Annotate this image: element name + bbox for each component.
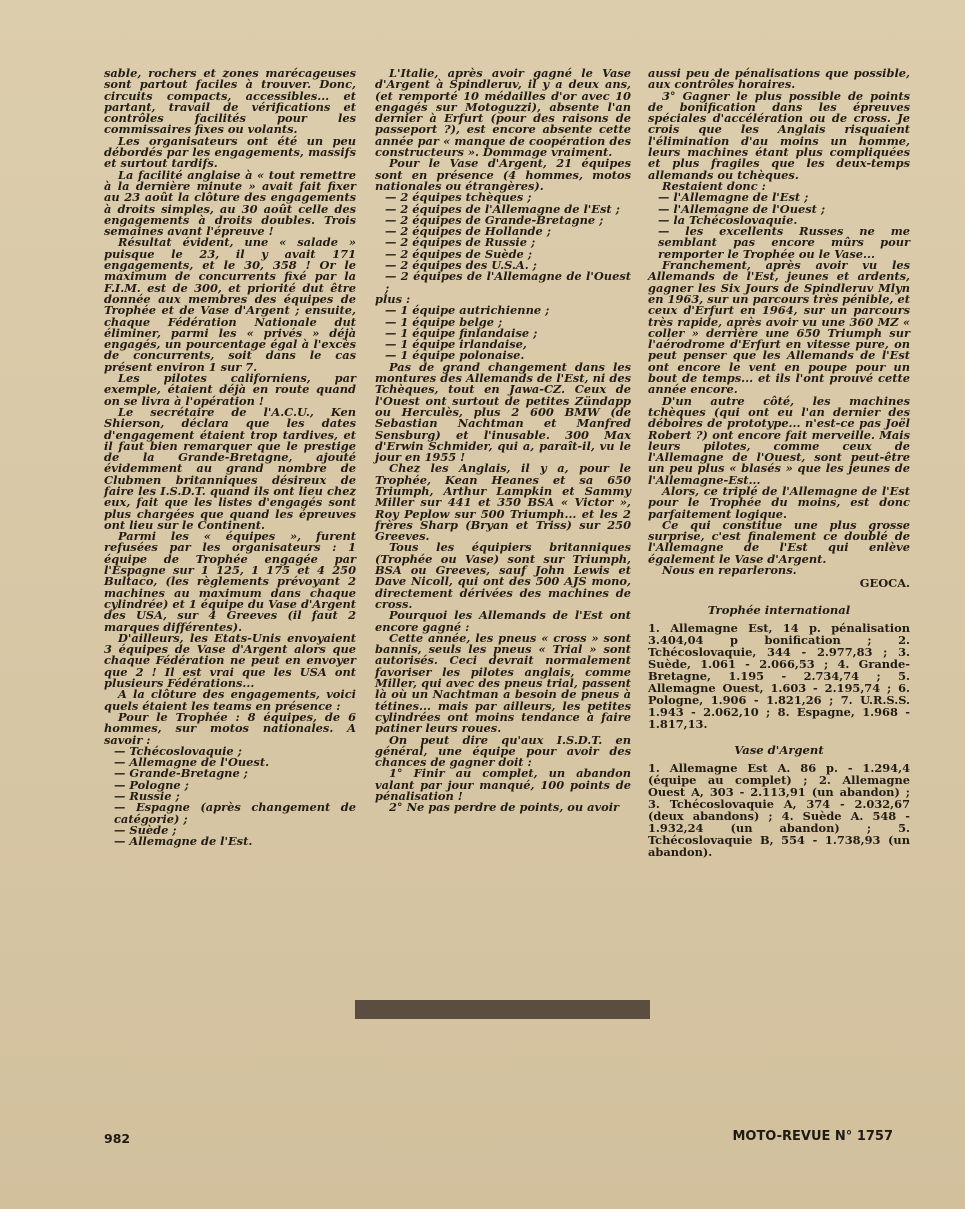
vase-results-title: Vase d'Argent bbox=[734, 742, 824, 757]
vase-extra-teams-list bbox=[375, 305, 631, 361]
list-item: — 2 équipes tchèques ; bbox=[385, 192, 631, 203]
list-item: — 1 équipe autrichienne ; bbox=[385, 305, 631, 316]
paragraph: D'ailleurs, les Etats-Unis envoyaient 3 équipes de Vase d'Argent alors que chaque Fédération ne peut en envoyer que 2 ! Il est vrai que les USA ont plusieurs Fédérations... bbox=[104, 630, 356, 691]
list-item: — 2 équipes de Russie ; bbox=[385, 237, 631, 248]
column-middle bbox=[375, 68, 631, 814]
list-item: — 2 équipes des U.S.A. ; bbox=[385, 260, 631, 271]
list-item: — 2 équipes de Grande-Bretagne ; bbox=[385, 215, 631, 226]
list-item: — Tchécoslovaquie ; bbox=[114, 746, 356, 757]
paragraph: plus : bbox=[375, 291, 411, 306]
column-right bbox=[648, 68, 910, 858]
list-item: — Espagne (après changement de catégorie) ; bbox=[114, 802, 356, 825]
paragraph: D'un autre côté, les machines tchèques (qui ont eu l'an dernier des déboires de prototype... n'est-ce pas Joël Robert ?) ont encore fait merveille. Mais leurs pilotes, comme ceux de l'Allemagne de l'Ouest, sont peut-être un peu plus « blasés » que les jeunes de l'Allemagne-Est... bbox=[648, 393, 910, 487]
paragraph: 2° Ne pas perdre de points, ou avoir bbox=[389, 800, 620, 815]
list-item: — 1 équipe polonaise. bbox=[385, 350, 631, 361]
paragraph: Tous les équipiers britanniques (Trophée ou Vase) sont sur Triumph, BSA ou Greeves, sauf John Lewis et Dave Nicoll, qui ont des 500 AJS mono, directement dérivées des machines de cross. bbox=[375, 540, 631, 611]
list-item: — Allemagne de l'Ouest. bbox=[114, 757, 356, 768]
trophy-teams-list bbox=[104, 743, 357, 849]
paragraph: Franchement, après avoir vu les Allemands de l'Est, jeunes et ardents, gagner les Six Jours de Spindleruv Mlyn en 1963, sur un parcours très pénible, et ceux d'Erfurt en 1964, sur un parcours très rapide, après avoir vu une 360 MZ « coller » derrière une 650 Triumph sur l'aérodrome d'Erfurt en vitesse pure, on peut penser que les Allemands de l'Est ont encore le vent en poupe pour un bout de temps... et ils l'ont prouvé cette année encore. bbox=[648, 258, 910, 397]
paragraph: sable, rochers et zones marécageuses sont partout faciles à trouver. Donc, circuits compacts, accessibles... et partant, travail de vérifications et contrôles facilités pour les commissaires fixes ou volants. bbox=[104, 66, 356, 137]
list-item: — Suède ; bbox=[114, 825, 356, 836]
paragraph: 3° Gagner le plus possible de points de bonification dans les épreuves spéciales d'accélération ou de cross. Je crois que les Anglais risquaient l'élimination d'au moins un homme, leurs machines étant plus compliquées et plus fragiles que les deux-temps allemands ou tchèques. bbox=[648, 88, 910, 182]
list-item: — Allemagne de l'Est. bbox=[114, 836, 356, 847]
list-item: — 2 équipes de l'Allemagne de l'Est ; bbox=[385, 204, 631, 215]
list-item: — l'Allemagne de l'Ouest ; bbox=[658, 204, 910, 215]
paragraph: Pour le Vase d'Argent, 21 équipes sont en présence (4 hommes, motos nationales ou étrangères). bbox=[375, 156, 631, 193]
page-number: 982 bbox=[104, 1131, 131, 1146]
paragraph: La facilité anglaise à « tout remettre à la dernière minute » avait fait fixer au 23 août la clôture des engagements à droits simples, au 30 août celle des engagements à droits doubles. Trois semaines avant l'épreuve ! bbox=[104, 167, 356, 239]
magazine-issue: MOTO-REVUE N° 1757 bbox=[732, 1129, 893, 1144]
list-item: — 2 équipes de Suède ; bbox=[385, 249, 631, 260]
paragraph: Nous en reparlerons. bbox=[662, 563, 797, 578]
contenders-list bbox=[648, 192, 910, 260]
list-item: — 1 équipe finlandaise ; bbox=[385, 328, 631, 339]
vase-results: 1. Allemagne Est A. 86 p. - 1.294,4 (équipe au complet) ; 2. Allemagne Ouest A, 303 - 2.113,91 (un abandon) ; 3. Tchécoslovaquie A, 374 - 2.032,67 (deux abandons) ; 4. Suède A. 548 - 1.932,24 (un abandon) ; 5. Tchécoslovaquie B, 554 - 1.738,93 (un abandon). bbox=[648, 760, 910, 859]
paragraph: A la clôture des engagements, voici quels étaient les teams en présence : bbox=[104, 687, 356, 713]
dark-divider-band bbox=[355, 1000, 650, 1019]
list-item: — Russie ; bbox=[114, 791, 356, 802]
author-signature: GEOCA. bbox=[859, 576, 910, 591]
paragraph: Ce qui constitue une plus grosse surprise, c'est finalement ce doublé de l'Allemagne de l'Est qui enlève également le Vase d'Argent. bbox=[648, 517, 910, 566]
paragraph: Pourquoi les Allemands de l'Est ont encore gagné : bbox=[375, 608, 631, 634]
list-item: — 2 équipes de Hollande ; bbox=[385, 226, 631, 237]
paragraph: aussi peu de pénalisations que possible, aux contrôles horaires. bbox=[648, 66, 910, 92]
list-item: — la Tchécoslovaquie. bbox=[658, 215, 910, 226]
paragraph: Restaient donc : bbox=[662, 178, 766, 193]
paragraph: Pas de grand changement dans les montures des Allemands de l'Est, ni des Tchèques, tout en Jawa-CZ. Ceux de l'Ouest ont surtout de petites Zündapp ou Herculès, plus 2 600 BMW (de Sebastian Nachtman et Manfred Sensburg) et l'inusable. 300 Max d'Erwin Schmider, qui a, paraît-il, vu le jour en 1955 ! bbox=[375, 359, 631, 465]
column-left bbox=[104, 68, 356, 847]
trophy-results-title: Trophée international bbox=[707, 602, 851, 617]
results-block bbox=[648, 604, 910, 858]
paragraph: L'Italie, après avoir gagné le Vase d'Argent à Spindleruv, il y a deux ans, (et remporté 10 médailles d'or avec 10 engagés sur Motoguzzi), absente l'an dernier à Erfurt (pour des raisons de passeport ?), est encore absente cette année par « manque de coopération des constructeurs ». Dommage vraiment. bbox=[375, 66, 631, 160]
list-item: — 2 équipes de l'Allemagne de l'Ouest ; bbox=[385, 271, 631, 294]
list-item: — 1 équipe irlandaise, bbox=[385, 339, 631, 350]
paragraph: 1° Finir au complet, un abandon valant par jour manqué, 100 points de pénalisation ! bbox=[375, 766, 631, 803]
paragraph: Alors, ce triplé de l'Allemagne de l'Est pour le Trophée du moins, est donc parfaitement logique. bbox=[648, 483, 910, 521]
paragraph: On peut dire qu'aux I.S.D.T. en général, une équipe pour avoir des chances de gagner doit : bbox=[375, 732, 631, 770]
paragraph: Pour le Trophée : 8 équipes, de 6 hommes, sur motos nationales. A savoir : bbox=[104, 709, 356, 747]
list-item: — les excellents Russes ne me semblant pas encore mûrs pour remporter le Trophée ou le Vase... bbox=[658, 226, 910, 260]
trophy-results: 1. Allemagne Est, 14 p. pénalisation 3.404,04 p bonification ; 2. Tchécoslovaquie, 344 - 2.977,83 ; 3. Suède, 1.061 - 2.066,53 ; 4. Grande-Bretagne, 1.195 - 2.734,74 ; 5. Allemagne Ouest, 1.603 - 2.195,74 ; 6. Pologne, 1.906 - 1.821,26 ; 7. U.R.S.S. 1.943 - 2.062,10 ; 8. Espagne, 1.968 - 1.817,13. bbox=[648, 620, 910, 731]
list-item: — Pologne ; bbox=[114, 780, 356, 791]
paragraph: Cette année, les pneus « cross » sont bannis, seuls les pneus « Trial » sont autorisés. Ceci devrait normalement favoriser les pilotes anglais, comme Miller, qui avec des pneus trial, passent là où un Nachtman a besoin de pneus à tétines... mais par ailleurs, les petites cylindrées ont moins tendance à faire patiner leurs roues. bbox=[375, 630, 631, 736]
list-item: — 1 équipe belge ; bbox=[385, 317, 631, 328]
list-item: — Grande-Bretagne ; bbox=[114, 768, 356, 779]
paragraph: Le secrétaire de l'A.C.U., Ken Shierson, déclara que les dates d'engagement étaient trop tardives, et il faut bien remarquer que le prestige de la Grande-Bretagne, ajouté évidemment au grand nombre de Clubmen britanniques désireux de faire les I.S.D.T. quand ils ont lieu chez eux, fait que les listes d'engagés sont plus chargées que quand les épreuves ont lieu sur le Continent. bbox=[104, 404, 356, 532]
paragraph: Les organisateurs ont été un peu débordés par les engagements, massifs et surtout tardifs. bbox=[104, 133, 356, 171]
vase-teams-list bbox=[375, 192, 631, 294]
paragraph: Parmi les « équipes », furent refusées par les organisateurs : 1 équipe de Trophée engagée par l'Espagne sur 1 125, 1 175 et 4 250 Bultaco, (les règlements prévoyant 2 machines au maximum dans chaque cylindrée) et 1 équipe du Vase d'Argent des USA, sur 4 Greeves (il faut 2 marques différentes). bbox=[104, 529, 356, 634]
paragraph: Les pilotes californiens, par exemple, étaient déjà en route quand on se livra à l'opération ! bbox=[104, 371, 356, 408]
paragraph: Chez les Anglais, il y a, pour le Trophée, Kean Heanes et sa 650 Triumph, Arthur Lampkin et Sammy Miller sur 441 et 350 BSA « Victor », Roy Peplow sur 500 Triumph... et les 2 frères Sharp (Bryan et Triss) sur 250 Greeves. bbox=[375, 461, 631, 544]
paragraph: Résultat évident, une « salade » puisque le 23, il y avait 171 engagements, et le 30, 358 ! Or le maximum de concurrents fixé par la F.I.M. est de 300, et priorité dut être donnée aux membres des équipes de Trophée et de Vase d'Argent ; ensuite, chaque Fédération Nationale dut éliminer, parmi les « privés » déjà engagés, un pourcentage égal à l'excès de concurrents, soit dans le cas présent environ 1 sur 7. bbox=[104, 235, 356, 374]
list-item: — l'Allemagne de l'Est ; bbox=[658, 192, 910, 203]
